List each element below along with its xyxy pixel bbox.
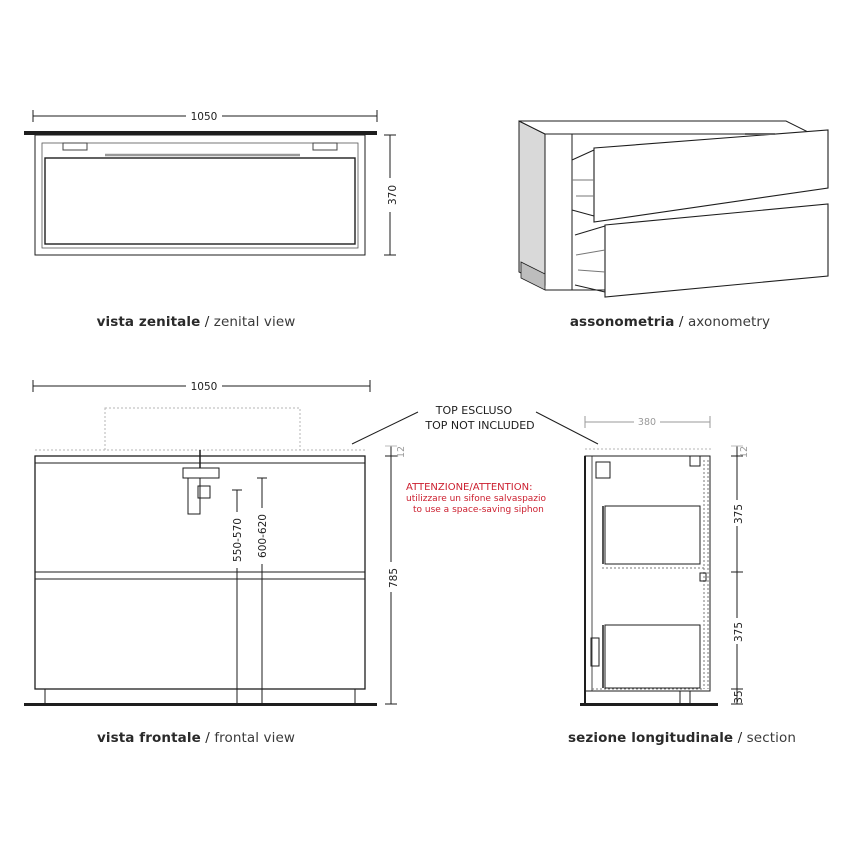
axonometry-view: [519, 121, 828, 297]
svg-text:ATTENZIONE/ATTENTION:: [406, 482, 532, 493]
section-depth-dimension: [585, 415, 710, 428]
frontal-height-label: 785: [388, 567, 400, 589]
zenital-depth-label: 370: [387, 184, 399, 206]
attention-en: ATTENTION:: [472, 482, 533, 493]
drawer-front-2: [605, 204, 828, 297]
caption-axonometry-en: axonometry: [687, 314, 771, 330]
siphon: [183, 450, 219, 514]
caption-axonometry-sep: /: [678, 314, 684, 330]
runner-bracket-left: [63, 143, 87, 150]
attention-sep: /: [469, 482, 473, 493]
caption-frontal-sep: /: [205, 730, 210, 746]
caption-frontal-it: vista frontale: [96, 730, 201, 746]
zenital-width-dimension: [33, 108, 377, 123]
section-view: [580, 415, 750, 706]
section-floor-line: [580, 703, 718, 706]
caption-section: [568, 730, 796, 746]
caption-axonometry-it: assonometria: [569, 314, 675, 330]
section-depth-label: 380: [637, 417, 657, 428]
section-drawer-2: [605, 625, 700, 688]
siphon-note-it: utilizzare un sifone salvaspazio: [406, 494, 547, 504]
washbasin-outline: [105, 408, 300, 450]
section-plinth-height: 35: [733, 690, 745, 704]
caption-zenital: [97, 314, 296, 330]
caption-zenital-it: vista zenitale: [96, 314, 201, 330]
runner-bracket-right: [313, 143, 337, 150]
frontal-top-thickness: 12: [396, 445, 407, 459]
section-height-dimensions: [730, 446, 750, 704]
caption-section-en: section: [746, 730, 796, 746]
floor-line: [24, 703, 377, 706]
section-drawer-2-height: 375: [733, 621, 745, 643]
side-panel: [519, 121, 545, 285]
carcass-top: [519, 121, 812, 134]
caption-section-it: sezione longitudinale: [568, 730, 734, 746]
siphon-range-a: 550-570: [232, 518, 244, 562]
caption-zenital-en: zenital view: [213, 314, 296, 330]
siphon-note-en: to use a space-saving siphon: [413, 505, 544, 515]
frontal-height-dimension: [385, 446, 407, 704]
caption-zenital-sep: /: [204, 314, 210, 330]
zenital-depth-dimension: [384, 135, 399, 255]
attention-it: ATTENZIONE: [406, 482, 470, 493]
zenital-width-label: 1050: [190, 111, 218, 123]
siphon-range-b: 600-620: [257, 514, 269, 558]
top-edge: [24, 131, 377, 135]
caption-frontal-en: frontal view: [214, 730, 296, 746]
siphon-height-dimensions: [229, 478, 270, 703]
zenital-view: [24, 108, 399, 255]
section-drawer-1-height: 375: [733, 503, 745, 525]
frontal-width-dimension: [33, 378, 370, 393]
top-excluded-it: TOP ESCLUSO: [435, 404, 513, 417]
cabinet-outline-top: [35, 135, 365, 255]
attention-note: [406, 482, 547, 515]
caption-axonometry: [570, 314, 770, 330]
caption-section-sep: /: [737, 730, 743, 746]
section-top-thickness: 12: [739, 445, 750, 459]
top-excluded-en: TOP NOT INCLUDED: [425, 419, 535, 432]
section-drawer-1: [605, 506, 700, 564]
frontal-width-label: 1050: [190, 381, 218, 393]
caption-frontal: [97, 730, 295, 746]
frontal-view: [24, 378, 407, 706]
top-excluded-note: [352, 404, 598, 444]
